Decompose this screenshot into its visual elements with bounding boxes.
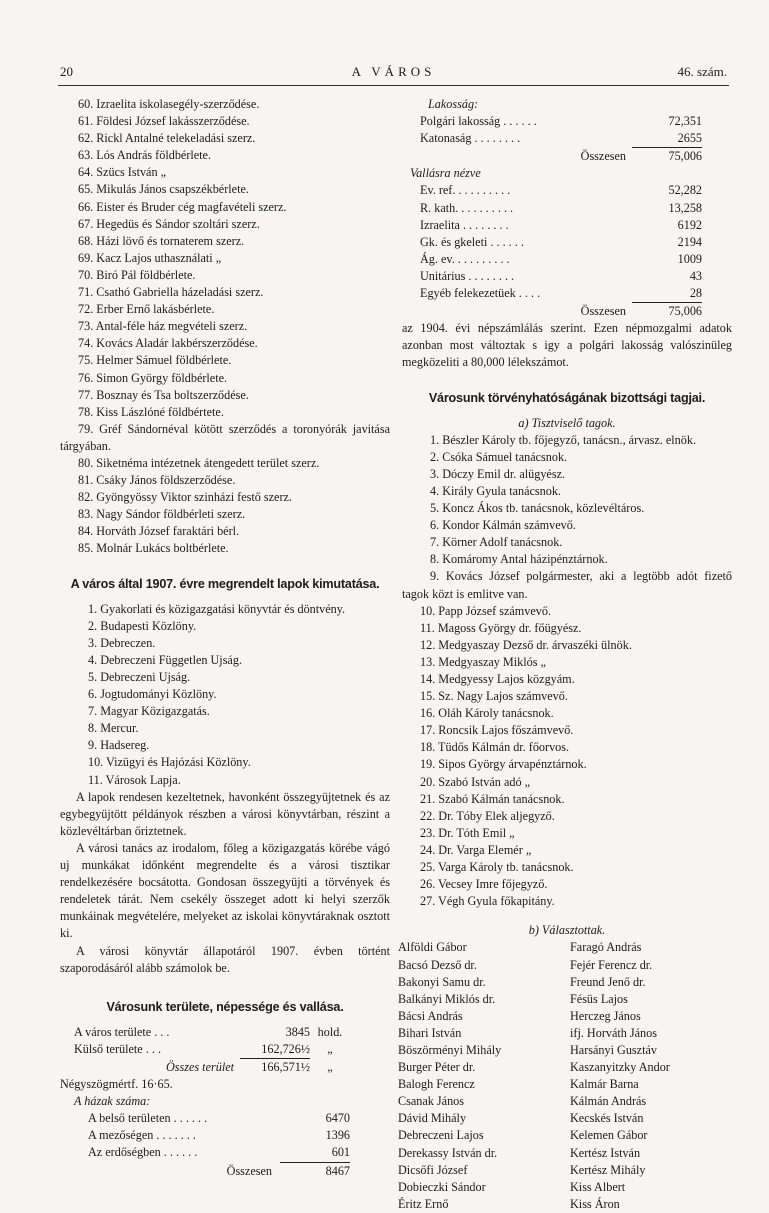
religion-table (402, 182, 732, 320)
table-cell: 2194 (677, 234, 702, 249)
list-item: Kecskés István (570, 1111, 644, 1126)
table-row (420, 303, 702, 320)
table-cell: Ev. ref. . . . . . . . . . (420, 183, 511, 198)
list-item: 74. Kovács Aladár lakbérszerződése. (78, 336, 258, 351)
table-cell: Az erdőségben . . . . . . (88, 1145, 198, 1160)
table-cell: Katonaság . . . . . . . . (420, 131, 521, 146)
list-item: Herczeg János (570, 1008, 641, 1023)
table-cell: Izraelita . . . . . . . . (420, 217, 509, 232)
list-item: 68. Házi lövő és tornaterem szerz. (78, 233, 245, 248)
table-cell: 8467 (325, 1163, 350, 1178)
table-cell: „ (327, 1041, 333, 1056)
table-row (420, 268, 702, 285)
table-row (420, 200, 702, 217)
table-cell: 601 (280, 1144, 350, 1162)
houses-table (60, 1110, 390, 1179)
table-row (88, 1163, 350, 1180)
table-row (420, 251, 702, 268)
list-item: 85. Molnár Lukács boltbérlete. (78, 541, 229, 556)
list-item: 21. Szabó Kálmán tanácsnok. (420, 791, 565, 806)
table-cell: 75,006 (668, 304, 702, 319)
list-item: 14. Medgyessy Lajos közgyám. (420, 672, 575, 686)
list-item: 11. Városok Lapja. (88, 772, 181, 787)
list-item: Freund Jenő dr. (570, 974, 646, 989)
table-row (74, 1024, 350, 1041)
list-item: 2. Csóka Sámuel tanácsnok. (430, 449, 568, 464)
committee-heading: Városunk törvényhatóságának bizottsági tagjai. (428, 390, 706, 405)
list-item: 12. Medgyaszay Dezső dr. árvaszéki ülnök. (420, 637, 632, 652)
table-cell: Összesen (580, 149, 626, 164)
table-row (88, 1144, 350, 1162)
population-label: Lakosság: (428, 97, 479, 111)
list-item: 26. Vecsey Imre főjegyző. (420, 877, 548, 892)
list-item: Csanak János (398, 1094, 465, 1109)
list-item: 4. Debreczeni Független Ujság. (88, 652, 242, 667)
list-item: 4. Király Gyula tanácsnok. (430, 483, 561, 498)
table-cell: 2655 (632, 130, 702, 148)
houses-label: A házak száma: (74, 1094, 151, 1109)
periodicals-list (60, 601, 390, 789)
list-item: 9. Hadsereg. (88, 738, 150, 753)
contracts-list (60, 96, 390, 558)
list-item: 8. Komáromy Antal házipénztárnok. (430, 552, 608, 567)
list-item: Derekassy István dr. (398, 1145, 498, 1160)
list-item: 8. Mercur. (88, 721, 139, 736)
elected-column-right (560, 939, 732, 1213)
list-item: 73. Antal-féle ház megvételi szerz. (78, 319, 248, 334)
list-item: Faragó András (570, 940, 642, 955)
list-item: 17. Roncsik Lajos főszámvevő. (420, 723, 574, 738)
list-item: 11. Magoss György dr. főügyész. (420, 620, 582, 635)
table-row (420, 130, 702, 148)
list-item: 70. Biró Pál földbérlete. (78, 267, 196, 282)
table-row (420, 182, 702, 199)
list-item: 9. Kovács József polgármester, aki a legtöbb adót fizető tagok közt is emlitve van. (402, 569, 732, 601)
table-cell: 75,006 (668, 149, 702, 164)
list-item: 72. Erber Ernő lakásbérlete. (78, 302, 215, 317)
table-cell: Gk. és gkeleti . . . . . . (420, 234, 524, 249)
list-item: 78. Kiss Lászlóné földbértete. (78, 404, 224, 419)
area-heading: Városunk területe, népessége és vallása. (106, 999, 344, 1014)
list-item: 71. Csathó Gabriella házeladási szerz. (78, 285, 264, 300)
list-item: 62. Rickl Antalné telekeladási szerz. (78, 131, 256, 146)
issue-number: 46. szám. (677, 64, 727, 79)
list-item: 81. Csáky János földszerződése. (78, 473, 236, 488)
table-cell: Polgári lakosság . . . . . . (420, 114, 537, 129)
list-item: 3. Dóczy Emil dr. alügyész. (430, 466, 566, 481)
list-item: 10. Vizügyi és Hajózási Közlöny. (88, 755, 251, 770)
list-item: 27. Végh Gyula főkapitány. (420, 894, 555, 909)
table-cell: Unitárius . . . . . . . . (420, 268, 515, 283)
list-item: Dobieczki Sándor (398, 1179, 486, 1194)
list-item: 66. Eister és Bruder cég magfavételi szerz. (78, 199, 287, 214)
list-item: 7. Magyar Közigazgatás. (88, 704, 210, 719)
table-cell: 52,282 (668, 183, 702, 198)
list-item: Burger Péter dr. (398, 1060, 476, 1075)
table-cell: 1396 (325, 1128, 350, 1143)
list-item: 7. Körner Adolf tanácsnok. (430, 535, 563, 550)
list-item: 6. Jogtudományi Közlöny. (88, 687, 217, 702)
table-cell: 166,571½ (261, 1059, 310, 1074)
paragraph: A lapok rendesen kezeltetnek, havonként összegyüjtetnek és az egybegyüjtött példányok részben a városi könyvtárban, részint a közlevéltárban őriztetnek. (60, 789, 390, 838)
table-cell: „ (327, 1059, 333, 1074)
list-item: 80. Siketnéma intézetnek átengedett terület szerz. (78, 455, 320, 470)
list-item: Bakonyi Samu dr. (398, 974, 486, 989)
list-item: Bacsó Dezső dr. (398, 957, 477, 972)
paragraph: A városi könyvtár állapotáról 1907. évben történt szaporodásáról alább számolok be. (60, 943, 390, 975)
list-item: 10. Papp József számvevő. (420, 603, 551, 618)
right-column (398, 96, 732, 1213)
list-item: 60. Izraelita iskolasegély-szerződése. (78, 97, 260, 111)
table-cell: 43 (689, 268, 702, 283)
table-row (74, 1041, 350, 1059)
list-item: 67. Hegedüs és Sándor szoltári szerz. (78, 216, 260, 231)
table-cell: Ág. ev. . . . . . . . . . (420, 251, 510, 266)
officials-subheading: a) Tisztviselő tagok. (518, 415, 616, 430)
list-item: 2. Budapesti Közlöny. (88, 618, 197, 633)
list-item: 77. Bosznay és Tsa boltszerződése. (78, 387, 249, 402)
list-item: Bácsi András (398, 1008, 463, 1023)
table-cell: Külső területe . . . (74, 1041, 161, 1056)
table-cell: Összesen (226, 1163, 272, 1178)
table-row (420, 113, 702, 130)
list-item: Dávid Mihály (398, 1111, 467, 1126)
list-item: Kalmár Barna (570, 1077, 639, 1092)
list-item: Debreczeni Lajos (398, 1128, 484, 1143)
table-cell: Összesen (580, 304, 626, 319)
list-item: Fésüs Lajos (570, 991, 628, 1006)
list-item: 6. Kondor Kálmán számvevő. (430, 518, 576, 533)
list-item: 63. Lós András földbérlete. (78, 148, 212, 163)
list-item: 83. Nagy Sándor földbérleti szerz. (78, 507, 246, 522)
list-item: Balogh Ferencz (398, 1077, 475, 1092)
table-cell: A mezőségen . . . . . . . (88, 1128, 196, 1143)
area-table (60, 1024, 390, 1076)
list-item: 76. Simon György földbérlete. (78, 370, 228, 385)
list-item: 5. Koncz Ákos tb. tanácsnok, közlevéltáros. (430, 501, 645, 516)
list-item: 75. Helmer Sámuel földbérlete. (78, 353, 232, 368)
left-column (60, 96, 390, 1180)
list-item: Alföldi Gábor (398, 940, 467, 955)
population-table (402, 113, 732, 165)
list-item: 16. Oláh Károly tanácsnok. (420, 706, 554, 721)
table-row (74, 1059, 350, 1076)
list-item: 13. Medgyaszay Miklós „ (420, 654, 546, 669)
paragraph: A városi tanács az irodalom, főleg a közigazgatás körébe vágó uj munkákat időnként megrendelte és a városi tisztikar rendelkezésére bocsátotta. Gondosan összegyüjti a törvények és rendeletek tárát. Nem csekély összeget adott ki helyi szerzők munkáinak megvételére, melyeket az iskolai könyvtáraknak osztott ki. (60, 840, 390, 941)
officials-list (402, 432, 732, 911)
table-cell: 13,258 (668, 200, 702, 215)
list-item: Kiss Albert (570, 1179, 626, 1194)
list-item: Éritz Ernő (398, 1196, 449, 1211)
list-item: Harsányi Gusztáv (570, 1042, 657, 1057)
list-item: 65. Mikulás János csapszékbérlete. (78, 182, 249, 197)
list-item: Böszörményi Mihály (398, 1042, 502, 1057)
table-cell: 162,726½ (240, 1041, 310, 1059)
table-row (420, 148, 702, 165)
table-row (420, 285, 702, 303)
list-item: 64. Szücs István „ (78, 165, 167, 180)
list-item: ifj. Horváth János (570, 1025, 657, 1040)
table-cell: Összes terület (165, 1059, 234, 1074)
table-cell: 6192 (677, 217, 702, 232)
elected-column-left (398, 939, 560, 1213)
list-item: 20. Szabó István adó „ (420, 774, 530, 789)
list-item: Balkányi Miklós dr. (398, 991, 496, 1006)
list-item: 1. Gyakorlati és közigazgatási könyvtár és döntvény. (88, 601, 346, 616)
religion-label: Vallásra nézve (410, 166, 481, 181)
list-item: 1. Bészler Károly tb. főjegyző, tanácsn., árvasz. elnök. (430, 432, 697, 447)
list-item: 15. Sz. Nagy Lajos számvevő. (420, 689, 568, 704)
table-cell: 3845 (285, 1024, 310, 1039)
list-item: 84. Horváth József faraktári bérl. (78, 524, 240, 539)
periodicals-heading: A város által 1907. évre megrendelt lapok kimutatása. (70, 576, 380, 591)
header-rule (58, 85, 729, 86)
list-item: 82. Gyöngyössy Viktor szinházi festő szerz. (78, 490, 292, 505)
list-item: Bihari István (398, 1025, 462, 1040)
list-item: Dicsőfi József (398, 1162, 468, 1177)
elected-subheading: b) Választottak. (528, 923, 606, 938)
list-item: Kaszanyitzky Andor (570, 1060, 670, 1075)
list-item: Kertész István (570, 1145, 641, 1160)
list-item: 5. Debreczeni Ujság. (88, 670, 191, 684)
census-paragraph: az 1904. évi népszámlálás szerint. Ezen népmozgalmi adatok azonban most változtak s igy a polgári lakosság valószinüleg megközeliti a 80,000 lélekszámot. (402, 321, 732, 370)
page-number: 20 (60, 64, 73, 79)
table-cell: R. kath. . . . . . . . . . (420, 200, 514, 215)
table-cell: A város területe . . . (74, 1024, 170, 1039)
list-item: Kelemen Gábor (570, 1128, 648, 1143)
list-item: 22. Dr. Tóby Elek aljegyző. (420, 808, 555, 823)
list-item: 3. Debreczen. (88, 635, 156, 650)
list-item: Kálmán András (570, 1094, 647, 1109)
table-cell: 6470 (325, 1111, 350, 1126)
table-row (88, 1110, 350, 1127)
page-title: A VÁROS (351, 64, 436, 79)
table-cell: Egyéb felekezetüek . . . . (420, 286, 541, 301)
area-sqkm: Négyszögmértf. 16·65. (60, 1077, 173, 1092)
list-item: 19. Sipos György árvapénztárnok. (420, 757, 587, 772)
page-header (60, 64, 727, 84)
list-item: 18. Tüdős Kálmán dr. főorvos. (420, 740, 570, 755)
table-cell: A belső területen . . . . . . (88, 1111, 208, 1126)
list-item: 25. Varga Károly tb. tanácsnok. (420, 860, 574, 875)
table-row (420, 234, 702, 251)
list-item: 69. Kacz Lajos uthasználati „ (78, 250, 222, 265)
list-item: 24. Dr. Varga Elemér „ (420, 842, 532, 857)
list-item: Kiss Áron (570, 1196, 620, 1211)
table-cell: 1009 (677, 251, 702, 266)
list-item: 79. Gréf Sándornéval kötött szerződés a toronyórák javitása tárgyában. (60, 421, 390, 453)
elected-members (398, 939, 732, 1213)
table-row (420, 217, 702, 234)
table-row (88, 1127, 350, 1144)
table-cell: 28 (632, 285, 702, 303)
list-item: 61. Földesi József lakásszerződése. (78, 114, 250, 129)
table-cell: 72,351 (668, 114, 702, 129)
list-item: 23. Dr. Tóth Emil „ (420, 825, 515, 840)
list-item: Fejér Ferencz dr. (570, 957, 653, 972)
list-item: Kertész Mihály (570, 1162, 646, 1177)
table-cell: hold. (317, 1024, 343, 1039)
